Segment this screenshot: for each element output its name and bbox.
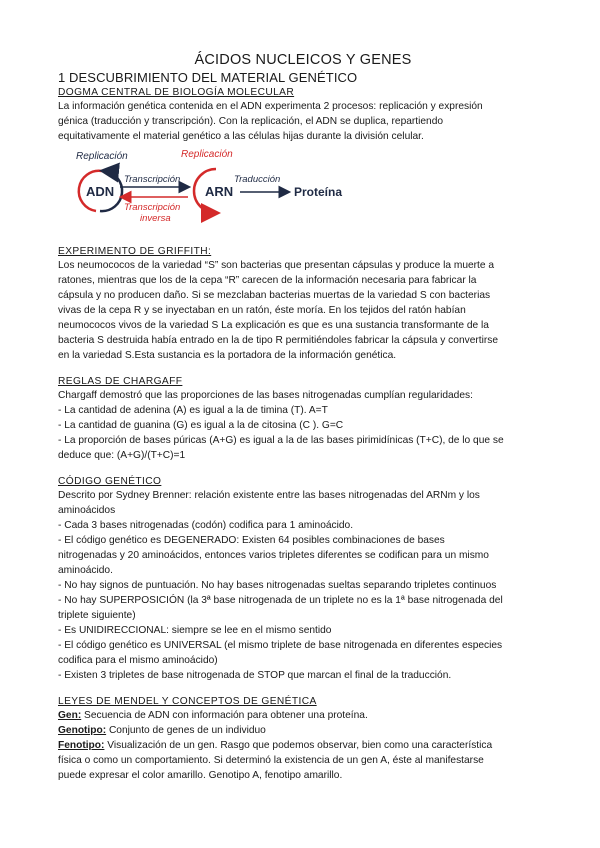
replication-label-2: Replicación (181, 149, 233, 160)
dogma-line: La información genética contenida en el ADN experimenta 2 procesos: replicación y expresión (58, 101, 483, 112)
griffith-line: Los neumococos de la variedad “S” son bacterias que presentan cápsulas y produce la muerte a (58, 260, 495, 271)
fenotipo-line: puede expresar el color amarillo. Genotipo A, fenotipo amarillo. (58, 770, 343, 781)
fenotipo-line: física o como un comportamiento. Si determinó la existencia de un gen A, éste al manifestarse (58, 755, 484, 766)
codigo-line: - Existen 3 tripletes de base nitrogenada de STOP que marcan el final de la traducción. (58, 670, 452, 681)
griffith-line: bacteria S destruida había entrado en la de tipo R permitiéndoles fabricar la cápsula y convertirse (58, 335, 499, 346)
genotipo-definition (58, 723, 548, 738)
chargaff-line: - La cantidad de guanina (G) es igual a la de citosina (C ). G=C (58, 420, 344, 431)
genotipo-text: Conjunto de genes de un individuo (106, 725, 266, 736)
fenotipo-text: Visualización de un gen. Rasgo que podemos observar, bien como una característica (104, 740, 493, 751)
gen-term: Gen: (58, 710, 82, 721)
codigo-line: Descrito por Sydney Brenner: relación existente entre las bases nitrogenadas del ARNm y los (58, 490, 480, 501)
reverse-transcription-label-2: inversa (140, 213, 171, 224)
codigo-line: aminoácidos (58, 505, 116, 516)
codigo-line: aminoácido. (58, 565, 113, 576)
chargaff-line: - La cantidad de adenina (A) es igual a la de timina (T). A=T (58, 405, 328, 416)
reverse-transcription-label-1: Transcripción (124, 202, 181, 213)
dogma-heading: DOGMA CENTRAL DE BIOLOGÍA MOLECULAR (58, 87, 295, 98)
codigo-line: - Cada 3 bases nitrogenadas (codón) codifica para 1 aminoácido. (58, 520, 354, 531)
griffith-heading: EXPERIMENTO DE GRIFFITH: (58, 246, 212, 257)
translation-label: Traducción (234, 174, 281, 185)
gen-definition (58, 708, 548, 723)
codigo-line: triplete siguiente) (58, 610, 136, 621)
genotipo-term: Genotipo: (58, 725, 107, 736)
document-page (58, 52, 548, 783)
griffith-line: neumococos vivos de la variedad S La explicación es que es una sustancia transformante de la (58, 320, 489, 331)
chargaff-heading: REGLAS DE CHARGAFF (58, 376, 183, 387)
griffith-line: ratones, mientras que los de la cepa “R” carecen de la información necesaria para fabricar la (58, 275, 477, 286)
central-dogma-diagram (66, 147, 366, 235)
griffith-line: vivas de la cepa R y se inyectaban en un ratón, éste moría. En los tejidos del ratón habían (58, 305, 466, 316)
mendel-heading: LEYES DE MENDEL Y CONCEPTOS DE GENÉTICA (58, 696, 317, 707)
fenotipo-definition (58, 738, 548, 753)
central-dogma-svg (66, 147, 366, 235)
codigo-line: nitrogenadas y 20 aminoácidos, entonces varios tripletes diferentes se codifican para un mismo (58, 550, 489, 561)
chargaff-line: - La proporción de bases púricas (A+G) es igual a la de las bases pirimidínicas (T+C), de lo que se (58, 435, 504, 446)
arn-label: ARN (205, 184, 234, 199)
codigo-line: - No hay signos de puntuación. No hay bases nitrogenadas sueltas separando tripletes continuos (58, 580, 497, 591)
section-heading-1: 1 DESCUBRIMIENTO DEL MATERIAL GENÉTICO (58, 70, 358, 85)
replication-label-1: Replicación (76, 151, 128, 162)
transcription-label: Transcripción (124, 174, 181, 185)
document-title: ÁCIDOS NUCLEICOS Y GENES (194, 52, 412, 68)
adn-label: ADN (86, 184, 115, 199)
griffith-line: cápsula y no producen daño. Si se mezclaban bacterias muertas de la variedad S con bacterias (58, 290, 491, 301)
dogma-line: equitativamente el material genético a las células hijas durante la división celular. (58, 131, 424, 142)
codigo-line: - El código genético es UNIVERSAL (el mismo triplete de base nitrogenada en diferentes especies (58, 640, 503, 651)
chargaff-line: Chargaff demostró que las proporciones de las bases nitrogenadas cumplían regularidades: (58, 390, 473, 401)
codigo-line: - No hay SUPERPOSICIÓN (la 3ª base nitrogenada de un triplete no es la 1ª base nitrogenada del (58, 595, 503, 606)
codigo-heading: CÓDIGO GENÉTICO (58, 476, 162, 487)
protein-label: Proteína (294, 185, 343, 199)
fenotipo-term: Fenotipo: (58, 740, 105, 751)
griffith-line: en la variedad S.Esta sustancia es la portadora de la información genética. (58, 350, 397, 361)
codigo-line: - El código genético es DEGENERADO: Existen 64 posibles combinaciones de bases (58, 535, 445, 546)
gen-text: Secuencia de ADN con información para obtener una proteína. (81, 710, 368, 721)
codigo-line: codifica para el mismo aminoácido) (58, 655, 218, 666)
codigo-line: - Es UNIDIRECCIONAL: siempre se lee en el mismo sentido (58, 625, 332, 636)
dogma-line: génica (traducción y transcripción). Con la replicación, el ADN se duplica, repartiendo (58, 116, 444, 127)
chargaff-line: deduce que: (A+G)/(T+C)=1 (58, 450, 186, 461)
